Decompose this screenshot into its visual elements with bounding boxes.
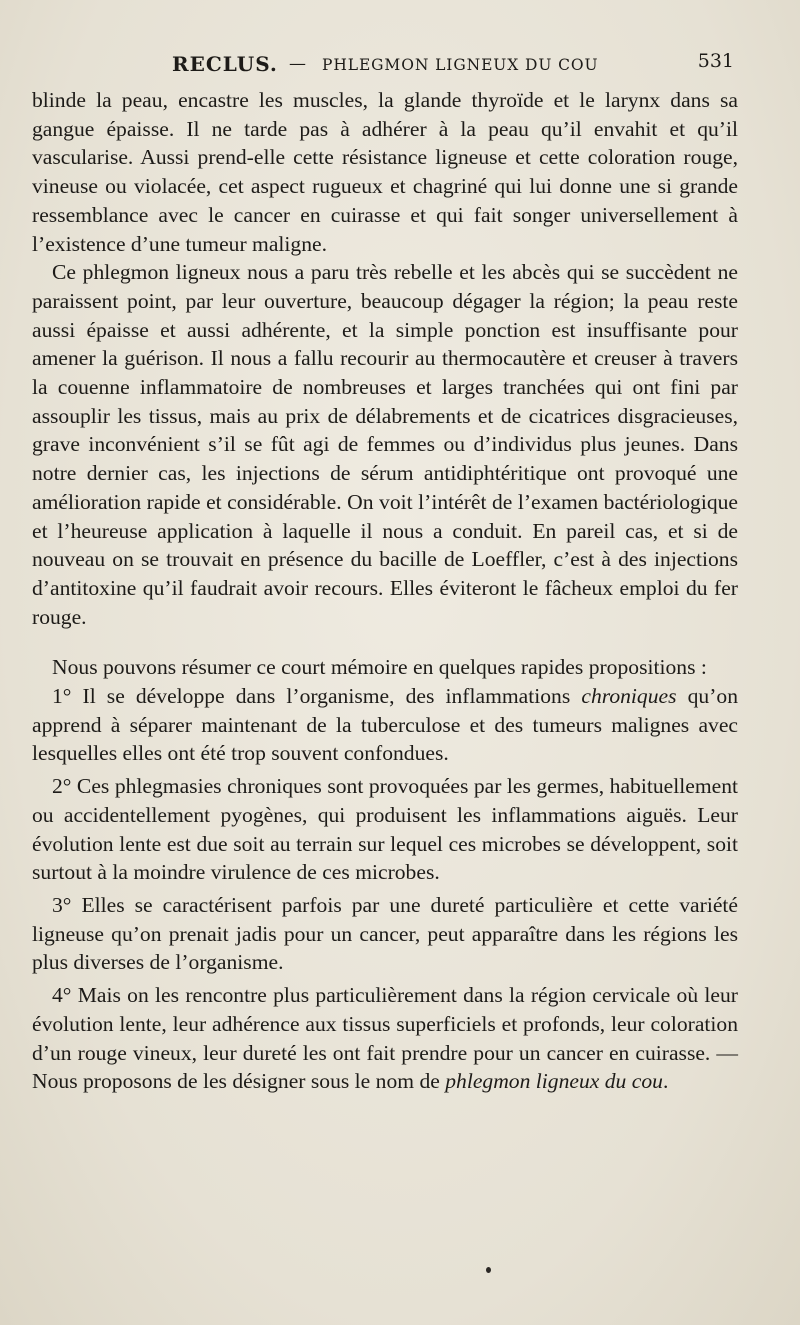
proposition-1-text-b: qu’on apprend à séparer maintenant de la tuberculose et des tumeurs malignes avec lesquelles elles ont été trop souvent confondues. bbox=[32, 684, 739, 766]
ink-speck bbox=[486, 1267, 491, 1273]
proposition-1-text-a: 1° Il se développe dans l’organisme, des inflammations bbox=[52, 684, 582, 709]
proposition-4-italic: phlegmon ligneux du cou bbox=[445, 1069, 663, 1094]
page-number: 531 bbox=[697, 50, 734, 72]
proposition-2: 2° Ces phlegmasies chroniques sont provoquées par les germes, habituellement ou accidentellement pyogènes, qui produisent les inflammations aiguës. Leur évolution lente est due soit au terrain sur lequel ces microbes se développent, soit surtout à la moindre virulence de ces microbes. bbox=[32, 774, 738, 885]
proposition-1-italic: chroniques bbox=[581, 684, 677, 709]
header-running-title: PHLEGMON LIGNEUX DU COU bbox=[322, 56, 599, 74]
proposition-3: 3° Elles se caractérisent parfois par une dureté particulière et cette variété ligneuse qu’on prenait jadis pour un cancer, peut apparaître dans les régions les plus diverses de l’organisme. bbox=[32, 892, 738, 975]
proposition-4-text-a: 4° Mais on les rencontre plus particulièrement dans la région cervicale où leur évolution lente, leur adhérence aux tissus superficiels et profonds, leur coloration d’un rouge vineux, leur dureté les ont fait prendre pour un cancer en cuirasse. — Nous proposons de les désigner sous le nom de bbox=[32, 983, 738, 1094]
proposition-1 bbox=[32, 682, 738, 768]
proposition-4 bbox=[32, 981, 738, 1096]
header-separator: — bbox=[289, 54, 306, 74]
paragraph-summary-intro: Nous pouvons résumer ce court mémoire en quelques rapides propositions : bbox=[52, 655, 707, 680]
body-text bbox=[32, 86, 738, 1096]
running-header bbox=[172, 52, 734, 82]
paragraph-continuation: blinde la peau, encastre les muscles, la glande thyroïde et le larynx dans sa gangue épaisse. Il ne tarde pas à adhérer à la peau qu’il envahit et qu’il vascularise. Aussi prend-elle cette résistance ligneuse et cette coloration rouge, vineuse ou violacée, cet aspect rugueux et chagriné qui lui donne une si grande ressemblance avec le cancer en cuirasse et qui fait songer universellement à l’existence d’une tumeur maligne. bbox=[32, 88, 738, 256]
paragraph-phlegmon-treatment: Ce phlegmon ligneux nous a paru très rebelle et les abcès qui se succèdent ne paraissent point, par leur ouverture, beaucoup dégager la région; la peau reste aussi épaisse et aussi adhérente, et la simple ponction est insuffisante pour amener la guérison. Il nous a fallu recourir au thermocautère et creuser à travers la couenne inflammatoire de nombreuses et larges tranchées qui ont fini par assouplir les tissus, mais au prix de délabrements et de cicatrices disgracieuses, grave inconvénient s’il se fût agi de femmes ou d’individus plus jeunes. Dans notre dernier cas, les injections de sérum antidiphtéritique ont provoqué une amélioration rapide et considérable. On voit l’intérêt de l’examen bactériologique et l’heureuse application à laquelle il nous a conduit. En pareil cas, et si de nouveau on se trouvait en présence du bacille de Loeffler, c’est à des injections d’antitoxine qu’il faudrait avoir recours. Elles éviteront le fâcheux emploi du fer rouge. bbox=[32, 260, 738, 629]
header-author: RECLUS. bbox=[172, 52, 278, 76]
proposition-4-text-b: . bbox=[662, 1069, 669, 1094]
